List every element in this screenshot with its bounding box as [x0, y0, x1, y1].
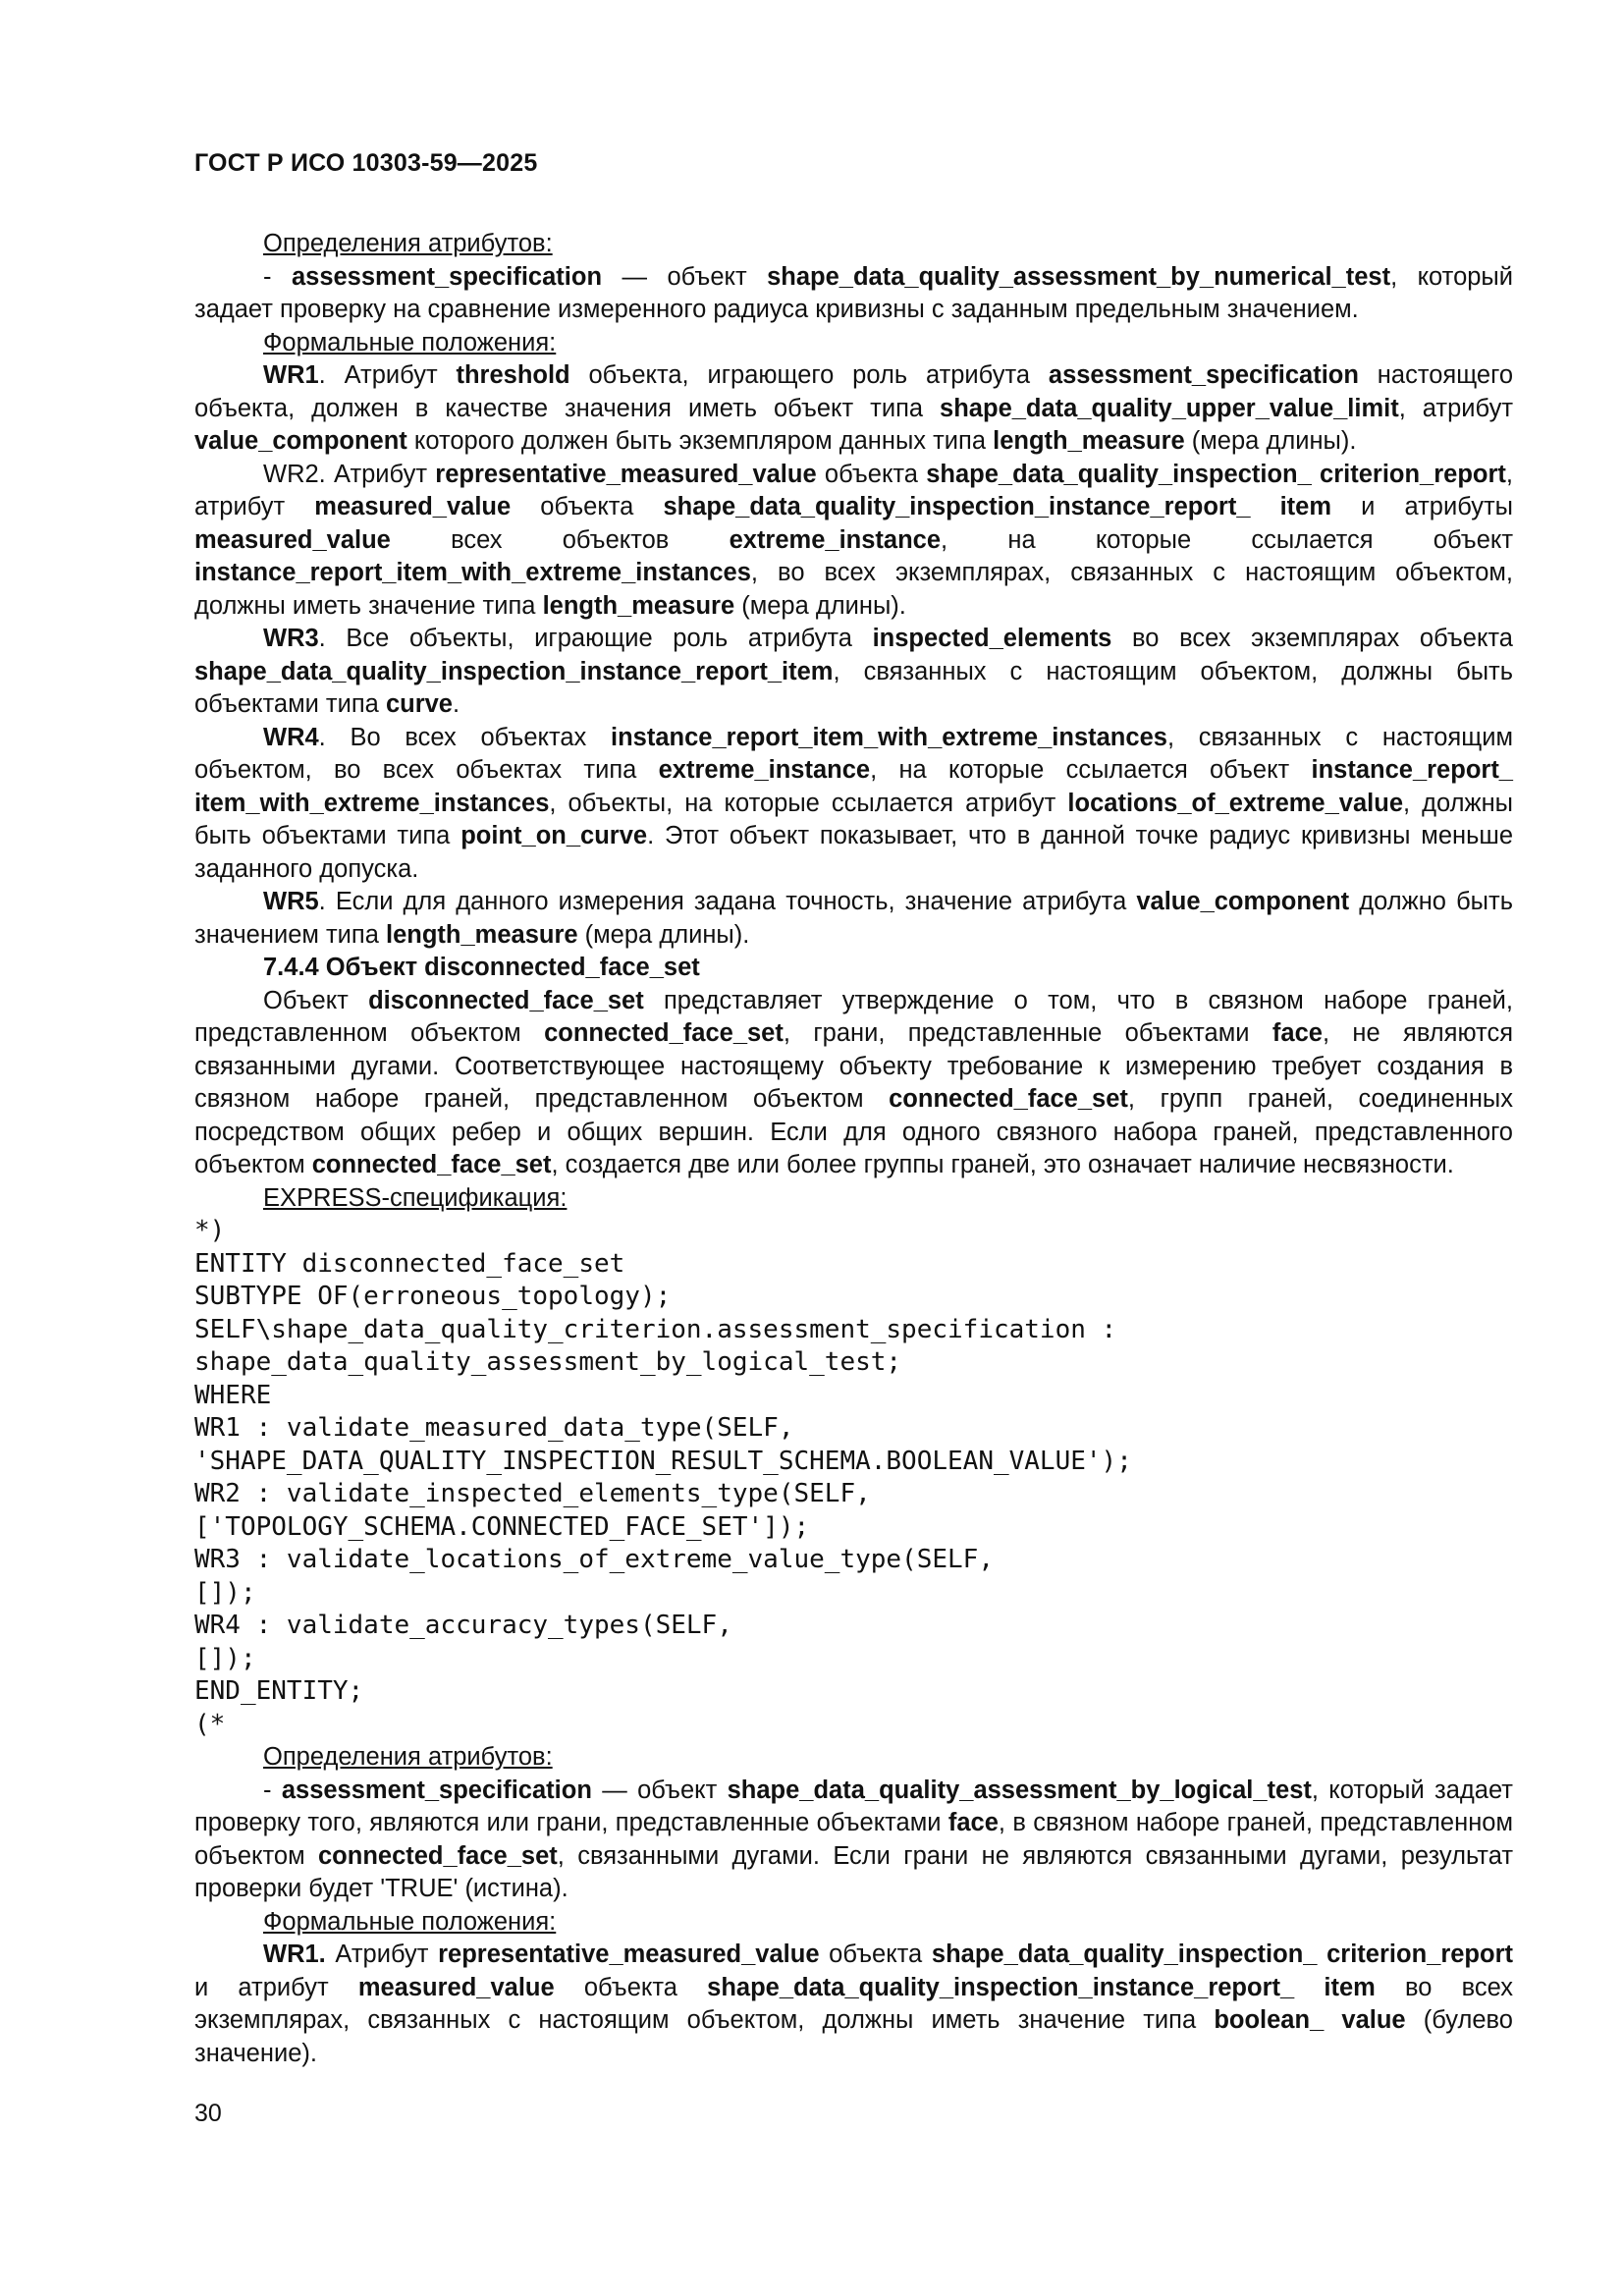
- section-label-attribute-definitions-2: Определения атрибутов:: [263, 1743, 553, 1771]
- paragraph-wr4: WR4. Во всех объектах instance_report_item_with_extreme_instances, связанных с настоящим объектом, во всех объектах типа extreme_instance, на которые ссылается объект instance_report_ item_with_extreme_instances, объекты, на которые ссылается атрибут locations_of_extreme_value, должны быть объектами типа point_on_curve. Этот объект показывает, что в данной точке радиус кривизны меньше заданного допуска.: [194, 723, 1514, 883]
- page-number: 30: [194, 2100, 222, 2127]
- page-content: [194, 228, 1513, 2070]
- section-label-formal-provisions: Формальные положения:: [263, 328, 557, 356]
- paragraph-wr3: WR3. Все объекты, играющие роль атрибута inspected_elements во всех экземплярах объекта shape_data_quality_inspection_instance_report_item, связанных с настоящим объектом, должны быть объектами типа curve.: [194, 625, 1513, 718]
- paragraph-wr5: WR5. Если для данного измерения задана точность, значение атрибута value_component должно быть значением типа length_measure (мера длины).: [194, 888, 1513, 949]
- paragraph-object-description: Объект disconnected_face_set представляет утверждение о том, что в связном наборе граней, представленном объектом connected_face_set, грани, представленные объектами face, не являются связанными дугами. Соответствующее настоящему объекту требование к измерению требует создания в связном наборе граней, представленном объектом connected_face_set, групп граней, соединенных посредством общих ребер и общих вершин. Если для одного связного набора граней, представленного объектом connected_face_set, создается две или более группы граней, это означает наличие несвязности.: [194, 986, 1514, 1178]
- paragraph-wr1: WR1. Атрибут threshold объекта, играющего роль атрибута assessment_specification настоящего объекта, должен в качестве значения иметь объект типа shape_data_quality_upper_value_limit, атрибут value_component которого должен быть экземпляром данных типа length_measure (мера длины).: [194, 361, 1514, 455]
- section-label-attribute-definitions: Определения атрибутов:: [263, 230, 553, 257]
- section-label-formal-provisions-2: Формальные положения:: [263, 1907, 557, 1936]
- paragraph-wr1-2: WR1. Атрибут representative_measured_value объекта shape_data_quality_inspection_ criterion_report и атрибут measured_value объекта shape_data_quality_inspection_instance_report_ item во всех экземплярах, связанных с настоящим объектом, должны иметь значение типа boolean_ value (булево значение).: [194, 1941, 1514, 2067]
- express-code-block: *) ENTITY disconnected_face_set SUBTYPE OF(erroneous_topology); SELF\shape_data_quality_criterion.assessment_specification : shape_data_quality_assessment_by_logical_test; WHERE WR1 : validate_measured_data_type(SELF, 'SHAPE_DATA_QUALITY_INSPECTION_RESULT_SCHEMA.BOOLEAN_VALUE'); WR2 : validate_inspected_elements_type(SELF, ['TOPOLOGY_SCHEMA.CONNECTED_FACE_SET']); WR3 : validate_locations_of_extreme_value_type(SELF, []); WR4 : validate_accuracy_types(SELF, []); END_ENTITY; (*: [194, 1216, 1132, 1739]
- paragraph-attribute-def-2: - assessment_specification — объект shape_data_quality_assessment_by_logical_test, который задает проверку того, являются или грани, представленные объектами face, в связном наборе граней, представленном объектом connected_face_set, связанными дугами. Если грани не являются связанными дугами, результат проверки будет 'TRUE' (истина).: [194, 1776, 1513, 1902]
- document-header: ГОСТ Р ИСО 10303-59—2025: [194, 149, 538, 177]
- paragraph-wr2: WR2. Атрибут representative_measured_value объекта shape_data_quality_inspection_ criterion_report, атрибут measured_value объекта shape_data_quality_inspection_instance_report_ item и атрибуты measured_value всех объектов extreme_instance, на которые ссылается объект instance_report_item_with_extreme_instances, во всех экземплярах, связанных с настоящим объектом, должны иметь значение типа length_measure (мера длины).: [194, 460, 1514, 620]
- section-heading: 7.4.4 Объект disconnected_face_set: [263, 954, 700, 981]
- section-label-express: EXPRESS-спецификация:: [263, 1183, 568, 1212]
- paragraph-attribute-def: - assessment_specification — объект shape_data_quality_assessment_by_numerical_test, который задает проверку на сравнение измеренного радиуса кривизны с заданным предельным значением.: [194, 262, 1514, 323]
